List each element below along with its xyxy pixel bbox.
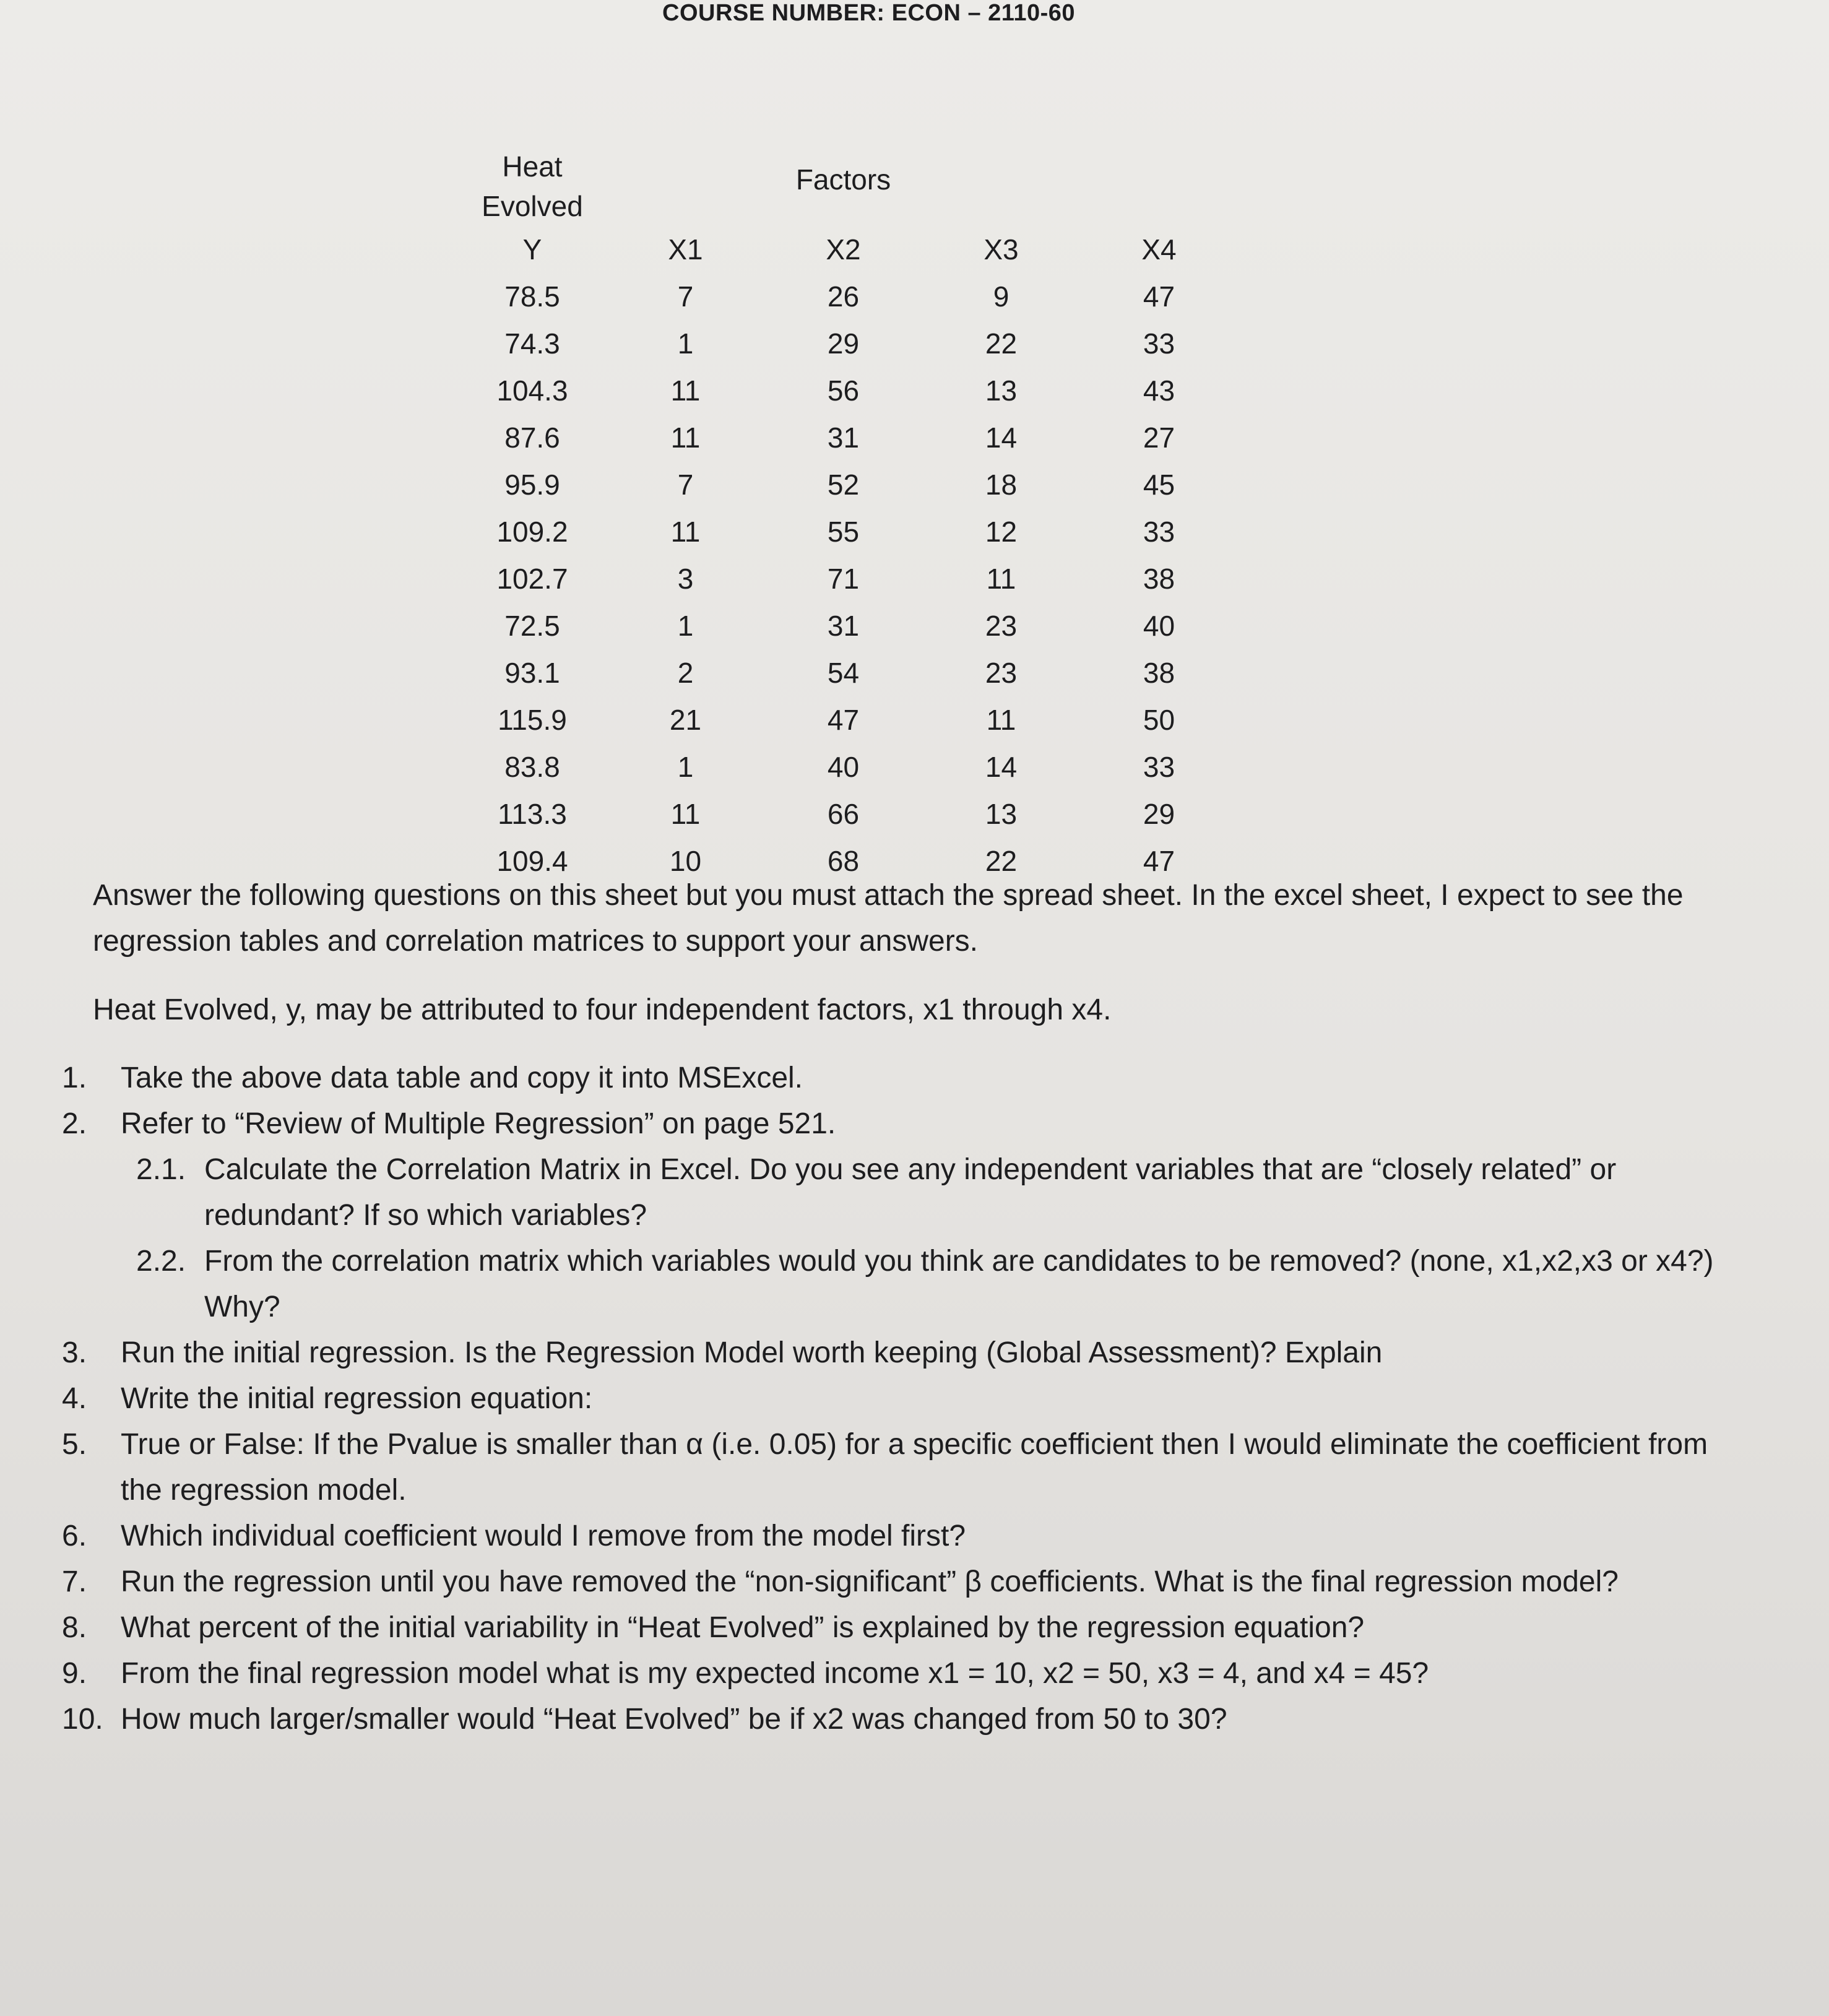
table-row: [458, 367, 1238, 414]
cell: 14: [985, 751, 1018, 783]
question-text: Calculate the Correlation Matrix in Excel. Do you see any independent variables that are “closely related” or redundant? If so which variables?: [204, 1153, 1617, 1232]
table-row: [458, 273, 1238, 320]
table-row: [458, 555, 1238, 602]
table-row: [458, 320, 1238, 367]
cell: 47: [1143, 845, 1175, 877]
cell: 13: [985, 798, 1018, 830]
question-text: Refer to “Review of Multiple Regression” on page 521.: [121, 1107, 836, 1140]
question-number: 8.: [62, 1611, 87, 1644]
cell: 40: [827, 751, 860, 783]
cell: 3: [677, 563, 694, 595]
question-item: [62, 1055, 1733, 1101]
question-text: From the correlation matrix which variables would you think are candidates to be removed? (none, x1,x2,x3 or x4?) Why?: [204, 1245, 1714, 1323]
cell: 7: [677, 469, 694, 501]
table-row: [458, 790, 1238, 837]
question-number: 10.: [62, 1703, 103, 1736]
table-row: [458, 508, 1238, 555]
question-text: Write the initial regression equation:: [121, 1382, 593, 1415]
question-text: Take the above data table and copy it into MSExcel.: [121, 1062, 803, 1094]
cell: 40: [1143, 610, 1175, 642]
heat-line-2: Evolved: [482, 190, 583, 222]
cell: 31: [827, 422, 860, 454]
cell: 113.3: [498, 798, 567, 830]
cell: 21: [669, 704, 702, 736]
cell: 23: [985, 657, 1018, 689]
cell: 38: [1143, 563, 1175, 595]
cell: 11: [986, 563, 1016, 595]
cell: 109.2: [496, 516, 568, 548]
table-row: [458, 602, 1238, 649]
question-item: [62, 1605, 1733, 1651]
question-item: [62, 1697, 1733, 1742]
cell: 14: [985, 422, 1018, 454]
cell: 11: [670, 516, 701, 548]
question-text: Run the regression until you have removed the “non-significant” β coefficients. What is the final regression model?: [121, 1565, 1619, 1598]
question-text: What percent of the initial variability in “Heat Evolved” is explained by the regression equation?: [121, 1611, 1365, 1644]
cell: 45: [1143, 469, 1175, 501]
question-number: 3.: [62, 1336, 87, 1369]
table-row: [458, 414, 1238, 461]
cell: 31: [827, 610, 860, 642]
cell: 43: [1143, 374, 1175, 407]
question-list: [62, 1055, 1733, 1742]
heat-data-table: [458, 133, 1238, 885]
cell: 95.9: [504, 469, 560, 501]
cell: 78.5: [504, 280, 560, 313]
instructions-paragraph: Answer the following questions on this sheet but you must attach the spread sheet. In the excel sheet, I expect to see the regression tables and correlation matrices to support your answers.: [93, 879, 1684, 958]
course-number-header: COURSE NUMBER: ECON – 2110-60: [662, 0, 1076, 26]
question-number: 4.: [62, 1382, 87, 1415]
cell: 11: [986, 704, 1016, 736]
question-text: Run the initial regression. Is the Regression Model worth keeping (Global Assessment)? Explain: [121, 1336, 1383, 1369]
column-header: Y: [522, 233, 542, 266]
cell: 56: [827, 374, 860, 407]
table-row: [458, 743, 1238, 790]
cell: 11: [670, 422, 701, 454]
cell: 38: [1143, 657, 1175, 689]
cell: 55: [827, 516, 860, 548]
question-text: Which individual coefficient would I remove from the model first?: [121, 1520, 966, 1552]
cell: 23: [985, 610, 1018, 642]
cell: 50: [1143, 704, 1175, 736]
cell: 1: [677, 751, 694, 783]
question-number: 2.: [62, 1107, 87, 1140]
question-text: From the final regression model what is my expected income x1 = 10, x2 = 50, x3 = 4, and x4 = 45?: [121, 1657, 1429, 1690]
cell: 29: [1143, 798, 1175, 830]
cell: 7: [677, 280, 694, 313]
column-header: X1: [668, 233, 703, 266]
table-row: [458, 649, 1238, 696]
cell: 104.3: [496, 374, 568, 407]
question-subitem: [136, 1147, 1733, 1239]
question-text: True or False: If the Pvalue is smaller than α (i.e. 0.05) for a specific coefficient then I would eliminate the coefficient from the regression model.: [121, 1428, 1708, 1507]
table-row: [458, 461, 1238, 508]
cell: 109.4: [496, 845, 568, 877]
cell: 66: [827, 798, 860, 830]
question-item: [62, 1330, 1733, 1376]
question-number: 6.: [62, 1520, 87, 1552]
cell: 26: [827, 280, 860, 313]
question-item: [62, 1422, 1733, 1513]
cell: 52: [827, 469, 860, 501]
cell: 54: [827, 657, 860, 689]
question-item: [62, 1513, 1733, 1559]
cell: 115.9: [498, 704, 567, 736]
cell: 72.5: [504, 610, 560, 642]
question-number: 9.: [62, 1657, 87, 1690]
question-subitem: [136, 1239, 1733, 1330]
cell: 1: [677, 327, 694, 360]
factors-heading: Factors: [795, 163, 891, 196]
question-number: 5.: [62, 1428, 87, 1461]
table-row: [458, 696, 1238, 743]
cell: 102.7: [496, 563, 568, 595]
column-header: X3: [984, 233, 1019, 266]
question-number: 7.: [62, 1565, 87, 1598]
column-header: X2: [826, 233, 861, 266]
cell: 47: [827, 704, 860, 736]
cell: 11: [670, 798, 701, 830]
question-item: [62, 1559, 1733, 1605]
cell: 18: [985, 469, 1018, 501]
heat-line-1: Heat: [502, 150, 563, 183]
cell: 83.8: [504, 751, 560, 783]
column-header: X4: [1141, 233, 1177, 266]
cell: 29: [827, 327, 860, 360]
cell: 1: [677, 610, 694, 642]
question-text: How much larger/smaller would “Heat Evolved” be if x2 was changed from 50 to 30?: [121, 1703, 1227, 1736]
question-item: [62, 1651, 1733, 1697]
cell: 27: [1143, 422, 1175, 454]
question-number: 2.2.: [136, 1245, 186, 1278]
cell: 47: [1143, 280, 1175, 313]
cell: 9: [993, 280, 1010, 313]
cell: 2: [677, 657, 694, 689]
problem-statement: Heat Evolved, y, may be attributed to four independent factors, x1 through x4.: [93, 993, 1112, 1026]
cell: 33: [1143, 751, 1175, 783]
question-number: 2.1.: [136, 1153, 186, 1186]
cell: 13: [985, 374, 1018, 407]
cell: 71: [827, 563, 860, 595]
column-header-row: [458, 226, 1238, 273]
question-item: [62, 1101, 1733, 1147]
cell: 93.1: [504, 657, 560, 689]
cell: 11: [670, 374, 701, 407]
cell: 87.6: [504, 422, 560, 454]
question-number: 1.: [62, 1062, 87, 1094]
cell: 22: [985, 845, 1018, 877]
cell: 74.3: [504, 327, 560, 360]
cell: 10: [669, 845, 702, 877]
cell: 12: [985, 516, 1018, 548]
heat-evolved-heading: [458, 133, 607, 226]
question-item: [62, 1376, 1733, 1422]
cell: 68: [827, 845, 860, 877]
table-title-row: [458, 133, 1238, 226]
cell: 22: [985, 327, 1018, 360]
cell: 33: [1143, 516, 1175, 548]
cell: 33: [1143, 327, 1175, 360]
